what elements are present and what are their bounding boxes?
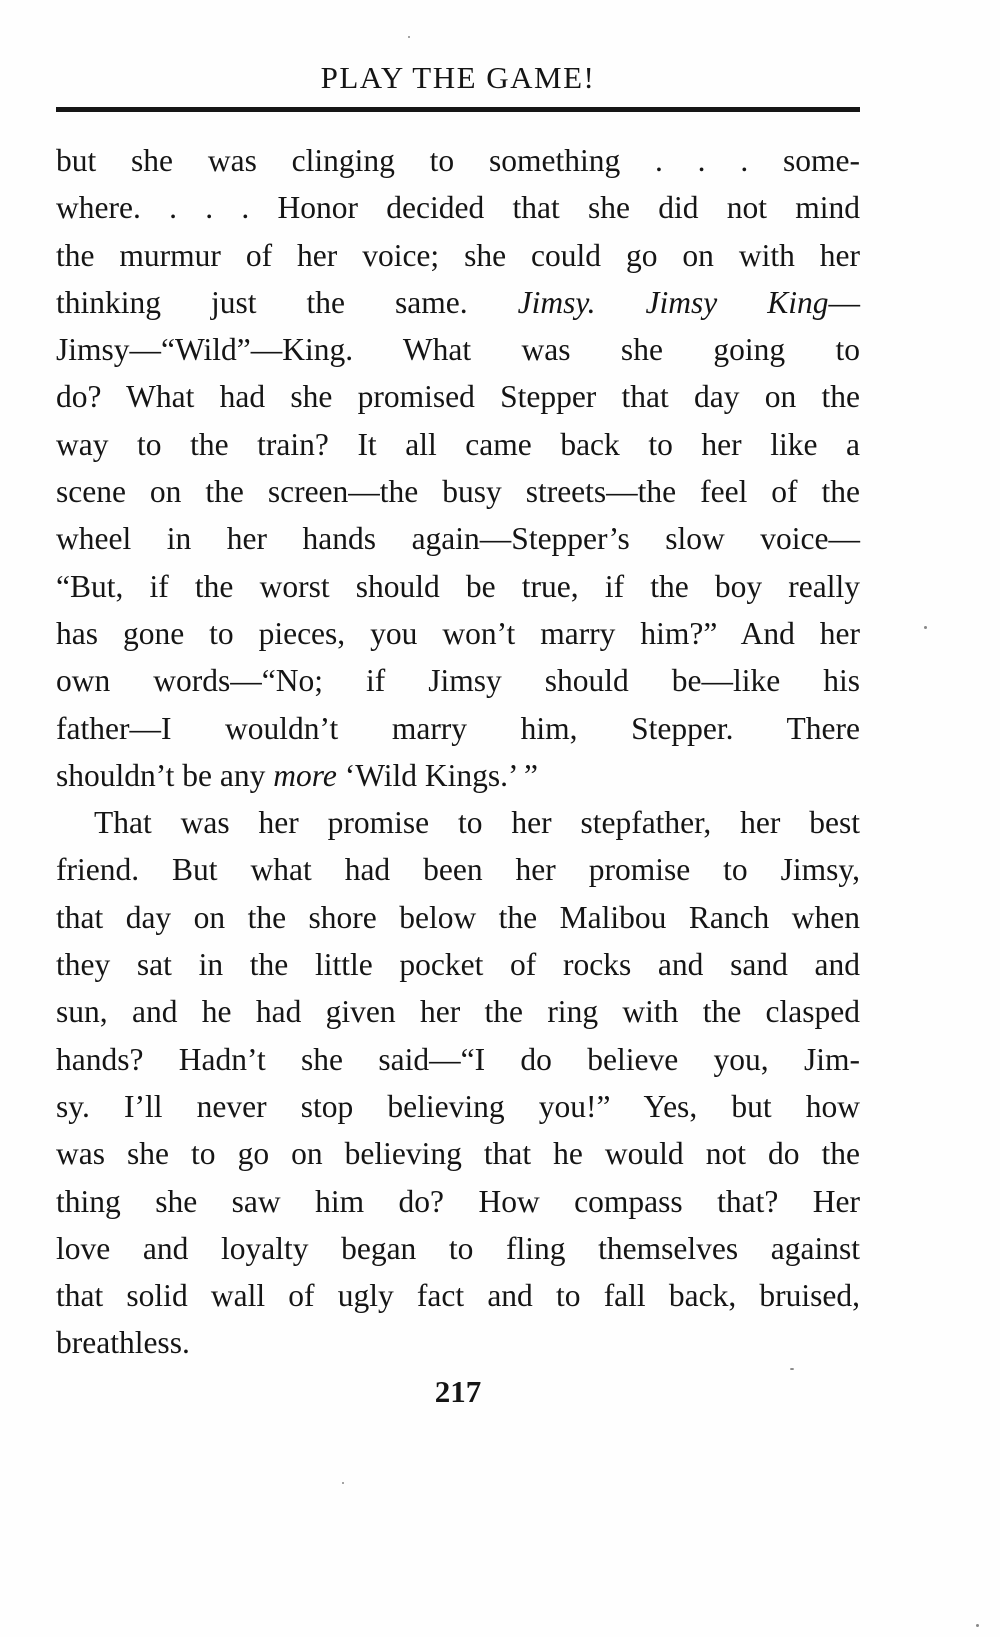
paper-speck <box>790 1368 794 1370</box>
paper-speck <box>976 1624 979 1627</box>
text-line: do? What had she promised Stepper that day on the <box>56 379 860 415</box>
text-line: breathless. <box>56 1325 190 1361</box>
text-line: sun, and he had given her the ring with the clasped <box>56 994 860 1030</box>
text-line: where. . . . Honor decided that she did not mind <box>56 190 860 226</box>
text-line: has gone to pieces, you won’t marry him?” And her <box>56 615 860 651</box>
text-line: wheel in her hands again—Stepper’s slow voice— <box>56 521 860 557</box>
text-line: scene on the screen—the busy streets—the feel of the <box>56 474 860 510</box>
page-number: 217 <box>434 1374 482 1409</box>
text-line: father—I wouldn’t marry him, Stepper. There <box>56 710 860 746</box>
text-line: thinking just the same. Jimsy. Jimsy King— <box>56 284 860 320</box>
text-line: that day on the shore below the Malibou Ranch when <box>56 899 860 935</box>
text-line: way to the train? It all came back to her like a <box>56 426 860 462</box>
text-line: but she was clinging to something . . . some- <box>56 143 860 178</box>
text-line: that solid wall of ugly fact and to fall back, bruised, <box>56 1278 860 1314</box>
body-text <box>56 137 860 1367</box>
text-line: Jimsy—“Wild”—King. What was she going to <box>56 332 860 368</box>
paper-speck <box>408 36 410 38</box>
text-line: friend. But what had been her promise to Jimsy, <box>56 852 860 888</box>
text-line: love and loyalty began to fling themselves against <box>56 1230 860 1266</box>
text-line: sy. I’ll never stop believing you!” Yes, but how <box>56 1088 860 1124</box>
running-header: PLAY THE GAME! <box>320 60 596 95</box>
paper-speck <box>342 1482 344 1484</box>
text-line: they sat in the little pocket of rocks and sand and <box>56 947 860 983</box>
text-line: That was her promise to her stepfather, her best <box>94 805 860 841</box>
text-line: hands? Hadn’t she said—“I do believe you, Jim- <box>56 1041 860 1077</box>
paper-speck <box>924 626 927 629</box>
text-line: “But, if the worst should be true, if the boy really <box>56 568 860 604</box>
text-line: shouldn’t be any more ‘Wild Kings.’ ” <box>56 757 538 793</box>
text-line: thing she saw him do? How compass that? Her <box>56 1183 860 1219</box>
text-line: own words—“No; if Jimsy should be—like his <box>56 663 860 699</box>
header-rule <box>56 107 860 112</box>
text-line: was she to go on believing that he would not do the <box>56 1136 860 1172</box>
text-line: the murmur of her voice; she could go on with her <box>56 237 860 273</box>
